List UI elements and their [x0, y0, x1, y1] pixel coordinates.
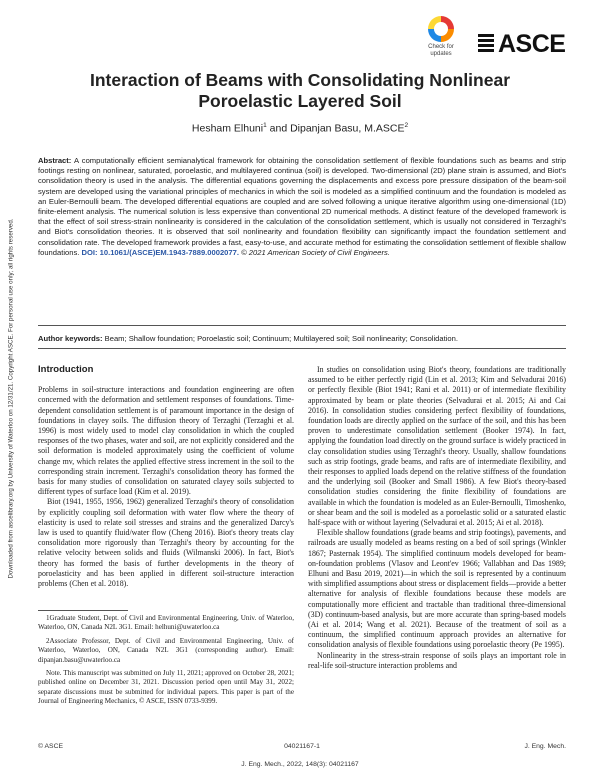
divider-top — [38, 325, 566, 326]
title-line-2: Poroelastic Layered Soil — [198, 91, 402, 111]
divider-bottom — [38, 348, 566, 349]
author-2-sup: 2 — [404, 122, 409, 129]
right-column — [308, 365, 566, 671]
author-line — [60, 122, 540, 135]
footer-journal: J. Eng. Mech. — [524, 743, 566, 750]
download-notice-text: Downloaded from ascelibrary.org by University of Waterloo on 12/31/21. Copyright ASCE. For personal use only; all rights reserved. — [7, 218, 15, 579]
footnote-divider — [38, 610, 128, 611]
footnote-1: 1Graduate Student, Dept. of Civil and Environmental Engineering, Univ. of Waterloo, Waterloo, ON, Canada N2L 3G1. Email: helhuni@uwaterloo.ca — [38, 614, 294, 632]
footnote-2: 2Associate Professor, Dept. of Civil and Environmental Engineering, Univ. of Waterloo, Waterloo, ON, Canada N2L 3G1 (corresponding author). Email: dipanjan.basu@uwaterloo.ca — [38, 636, 294, 664]
abstract-label: Abstract: — [38, 156, 72, 165]
footer-page-id: 04021167-1 — [284, 743, 320, 750]
check-for-updates-badge[interactable] — [422, 16, 460, 62]
author-1: Hesham Elhuni — [191, 122, 264, 135]
footer-citation: J. Eng. Mech., 2022, 148(3): 04021167 — [241, 761, 359, 768]
asce-logo-icon — [478, 34, 494, 54]
badge-line1: Check for — [428, 44, 454, 50]
left-column — [38, 365, 294, 589]
keywords-text: Beam; Shallow foundation; Poroelastic soil; Continuum; Multilayered soil; Soil nonlinearity; Consolidation. — [102, 334, 458, 343]
author-2: Dipanjan Basu, M.ASCE — [290, 122, 405, 135]
footer-copyright: © ASCE — [38, 743, 64, 750]
publisher-logo-text: ASCE — [498, 30, 566, 58]
badge-line2: updates — [430, 50, 452, 57]
author-keywords — [38, 334, 566, 344]
right-paragraph-2: Flexible shallow foundations (grade beams and strip footings), pavements, and railroads are usually modeled as beams resting on a bed of soil springs (Winkler 1867; Pasternak 1954). The simplified continuum models developed for beam-on-foundation problems (Vlasov and Leont'ev 1966; Vallabhan and Das 1989; Elhuni and Basu 2019, 2021)—in which the soil is represented by a continuum with simplified assumptions about stress or displacement fields—provide a better alternative for analysis of flexible foundations because these models are computationally more efficient and tractable than traditional three-dimensional (3D) continuum-based analysis, but are more accurate than spring-based models (Ai et al. 2014; Wang et al. 2021). Because of the treatment of soil as a continuum, the simplified continuum approach provides an alternative for consolidation analysis of flexible foundations using poroelastic theory (Pe 1995). — [308, 528, 566, 650]
left-paragraph-1: Problems in soil-structure interactions and foundation engineering are often concerned with the deformation and settlement responses of foundations. Time-dependent consolidation settlement is of paramount importance in the design of foundations in clayey soils. The diffusion theory of Terzaghi (Terzaghi et al. 1996) is most widely used to model clay consolidation in which the coupled responses of the two phases, water and soil, are not explicitly considered and the soil deformation is modeled approximately using the coefficient of volume change mv, which relates the applied effective stress increment in the soil to the corresponding strain increment. Terzaghi's consolidation theory has formed the basis for many studies of consolidation on saturated clayey soils subjected to different types of surface load (Kim et al. 2019). — [38, 385, 294, 497]
manuscript-note: Note. This manuscript was submitted on July 11, 2021; approved on October 28, 2021; published online on December 31, 2021. Discussion period open until May 31, 2022; separate discussions must be submitted for individual papers. This paper is part of the Journal of Engineering Mechanics, © ASCE, ISSN 0733-9399. — [38, 669, 294, 706]
doi-link[interactable]: DOI: 10.1061/(ASCE)EM.1943-7889.0002077. — [81, 247, 239, 257]
right-paragraph-1: In studies on consolidation using Biot's theory, foundations are traditionally assumed to be either perfectly rigid (Lin et al. 2013; Kim and Selvadurai 2016) or perfectly flexible (Biot 1941; Rani et al. 2011) or of intermediate flexibility approximated by beam or plate theories (Selvadurai et al. 2015; Ai and Cai 2016). In consolidation studies considering perfect flexibility of foundations, foundation loads are directly applied on the surface of the soil, and this has been proven to underestimate consolidation settlement (Booker 1974). In fact, applying the foundation load directly on the ground surface is widely practiced in clay consolidation studies using Terzaghi's theory. Usually, shallow foundations such as strip footings, grade beams, and rafts are of intermediate flexibility, and their responses to applied loads depend on the relative stiffness of the foundation and the underlying soil (Booker and Small 1986). A few Biot's theory-based consolidation studies considering the finite flexibility of foundations are available in which the foundation is modeled as an Euler-Bernoulli, Timoshenko, or shear beam and the soil is modeled as a poroelastic solid or a saturated elastic half-space with or without layering (Selvadurai et al. 2015; Ai et al. 2018). — [308, 365, 566, 528]
intro-heading: Introduction — [38, 364, 94, 375]
abstract-text: A computationally efficient semianalytical framework for obtaining the consolidation settlement of flexible foundations such as beams and strip footings resting on nonlinear, saturated, poroelastic, and multilayered continua (soil) is developed. Two-dimensional (2D) plane strain is assumed, and Biot's consolidation theory is used in the analysis. The differential equations governing the displacements and excess pore pressure dissipation of the beam-soil system are developed using the variational principles of mechanics in which the soil is modeled as a simplified continuum and the foundation is modeled as an Euler-Bernoulli beam. The developed differential equations are coupled and are solved following a unique iterative algorithm using one-dimensional (1D) finite-element analysis. The numerical solution is less expensive than conventional 2D numerical methods. A distinct feature of the developed framework is that the effect of soil stress-strain nonlinearity is considered in the calculation of the consolidation settlement, which is usually not considered in Terzaghi's and Biot's consolidation theories. It is observed that soil nonlinearity and foundation flexibility can significantly impact the foundation settlement and consolidation rate. The developed framework provides a fast, easy-to-use, and accurate method for estimating the consolidation settlement of flexible shallow foundations. — [38, 156, 566, 257]
paper-title — [60, 70, 540, 112]
check-updates-icon — [428, 16, 454, 42]
publisher-logo — [478, 32, 573, 60]
abstract — [38, 156, 566, 258]
download-notice-sidebar — [6, 140, 16, 660]
footnotes — [38, 614, 294, 711]
author-1-sup: 1 — [263, 122, 267, 129]
title-line-1: Interaction of Beams with Consolidating Nonlinear — [89, 70, 511, 90]
right-paragraph-3: Nonlinearity in the stress-strain response of soils plays an important role in real-life soil-structure interaction problems and — [308, 650, 566, 670]
abstract-copyright: © 2021 American Society of Civil Engineers. — [238, 247, 390, 257]
author-conjunction: and — [266, 122, 291, 135]
keywords-label: Author keywords: — [38, 334, 103, 343]
left-paragraph-2: Biot (1941, 1955, 1956, 1962) generalized Terzaghi's theory of consolidation by explicitly coupling soil deformation with water flow where the theory of elasticity is used to relate soil stresses and strains and the generalized Darcy's law is used to quantify fluid/water flow (Cheng 2016). Biot's theory treats clay consolidation more rigorously than Terzaghi's theory by accounting for the relative velocity between solids and fluids (Wilmanski 2006). In fact, Biot's theory has formed the basis of further developments in the theory of poroelasticity and has been applied in different soil-structure interaction problems (Chen et al. 2018). — [38, 497, 294, 589]
